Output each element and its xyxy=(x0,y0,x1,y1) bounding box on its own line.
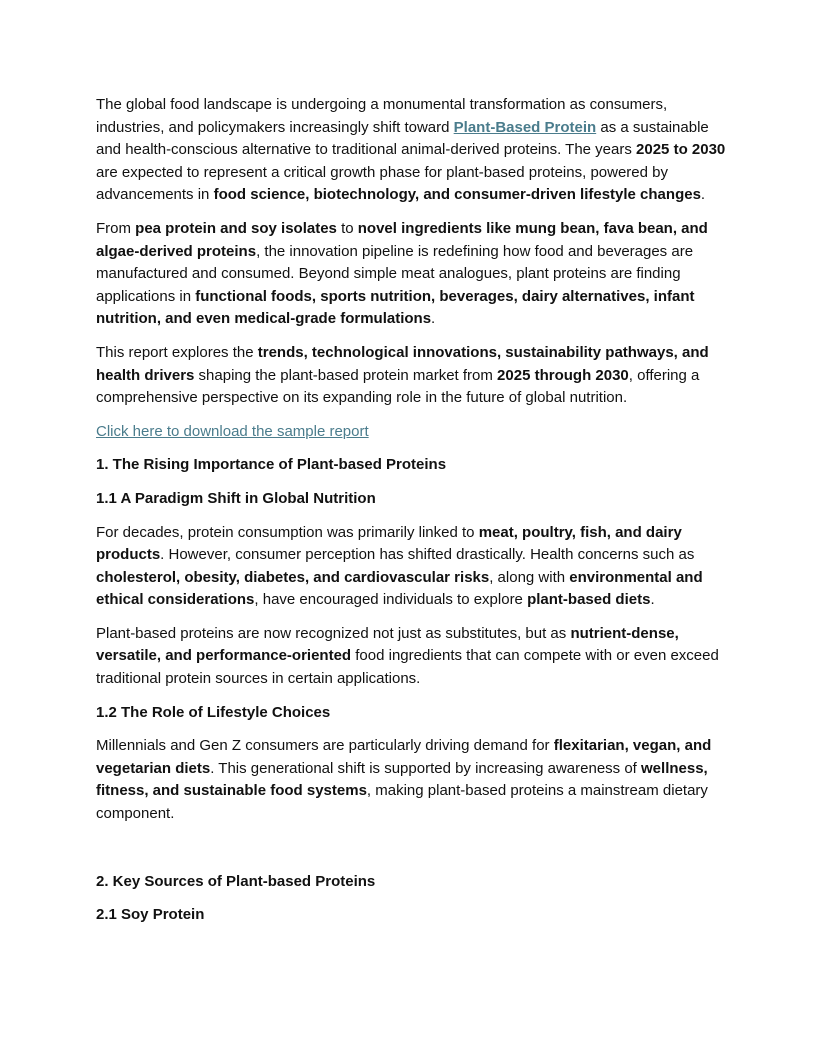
text: . xyxy=(431,310,436,328)
bold-text: functional foods, sports nutrition, beverages, dairy alternatives, infant nutrition, and even medical-grade formulations xyxy=(96,287,695,328)
section-1-2-heading: 1.2 The Role of Lifestyle Choices xyxy=(96,703,331,721)
bold-text: trends, technological innovations, sustainability pathways, and health drivers xyxy=(96,343,709,384)
text: to xyxy=(336,219,358,237)
text: Plant-based proteins are now recognized not just as substitutes, but as xyxy=(96,624,571,642)
download-sample-report-link[interactable]: Click here to download the sample report xyxy=(96,422,369,440)
text: The global food landscape is undergoing a monumental transformation as consumers, industries, and policymakers increasingly shift toward xyxy=(96,96,668,136)
download-paragraph xyxy=(96,421,726,444)
text: as a sustainable and health-conscious alternative to traditional animal-derived proteins. The years xyxy=(96,118,709,159)
text: This report explores the xyxy=(96,343,258,361)
text: . xyxy=(650,591,655,609)
section-2-1-heading: 2.1 Soy Protein xyxy=(96,906,205,924)
section-1-1-paragraph-1 xyxy=(96,522,726,612)
text: . However, consumer perception has shifted drastically. Health concerns such as xyxy=(160,546,695,564)
text: From xyxy=(96,219,136,237)
bold-text: cholesterol, obesity, diabetes, and cardiovascular risks xyxy=(96,568,490,586)
text: , have encouraged individuals to explore xyxy=(254,591,528,609)
plant-based-protein-link[interactable]: Plant-Based Protein xyxy=(453,118,597,136)
bold-text: novel ingredients like mung bean, fava bean, and algae-derived proteins xyxy=(96,219,708,260)
intro-paragraph-3 xyxy=(96,342,726,410)
bold-text: flexitarian, vegan, and vegetarian diets xyxy=(96,737,712,777)
bold-text: wellness, fitness, and sustainable food systems xyxy=(96,759,708,800)
text: , making plant-based proteins a mainstream dietary component. xyxy=(96,782,708,823)
text: For decades, protein consumption was primarily linked to xyxy=(96,523,479,541)
section-1-1-paragraph-2 xyxy=(96,623,726,691)
section-1-heading: 1. The Rising Importance of Plant-based Proteins xyxy=(96,456,447,474)
section-1-2-paragraph-1 xyxy=(96,735,726,825)
bold-text: 2025 to 2030 xyxy=(636,141,726,159)
intro-paragraph-2 xyxy=(96,218,726,331)
text: shaping the plant-based protein market from xyxy=(194,366,498,384)
text: are expected to represent a critical growth phase for plant-based proteins, powered by advancements in xyxy=(96,163,668,204)
text: . xyxy=(700,186,706,204)
text: . This generational shift is supported by increasing awareness of xyxy=(210,759,642,777)
section-2-heading: 2. Key Sources of Plant-based Proteins xyxy=(96,872,376,890)
text: , offering a comprehensive perspective on its expanding role in the future of global nutrition. xyxy=(96,366,700,407)
text: , the innovation pipeline is redefining how food and beverages are manufactured and consumed. Beyond simple meat analogues, plant proteins are finding applications in xyxy=(96,242,694,305)
bold-text: meat, poultry, fish, and dairy products xyxy=(96,523,682,564)
section-1-1-heading: 1.1 A Paradigm Shift in Global Nutrition xyxy=(96,489,376,507)
intro-paragraph-1 xyxy=(96,94,726,207)
text: Millennials and Gen Z consumers are particularly driving demand for xyxy=(96,737,554,755)
spacer xyxy=(96,837,726,871)
document-page xyxy=(96,94,726,938)
bold-text: pea protein and soy isolates xyxy=(135,219,337,237)
bold-text: environmental and ethical considerations xyxy=(96,568,703,609)
text: , along with xyxy=(489,568,570,586)
bold-text: plant-based diets xyxy=(527,591,651,609)
bold-text: nutrient-dense, versatile, and performance-oriented xyxy=(96,624,679,665)
text: food ingredients that can compete with or even exceed traditional protein sources in certain applications. xyxy=(96,647,719,688)
bold-text: food science, biotechnology, and consumer-driven lifestyle changes xyxy=(213,186,701,204)
bold-text: 2025 through 2030 xyxy=(497,366,629,384)
